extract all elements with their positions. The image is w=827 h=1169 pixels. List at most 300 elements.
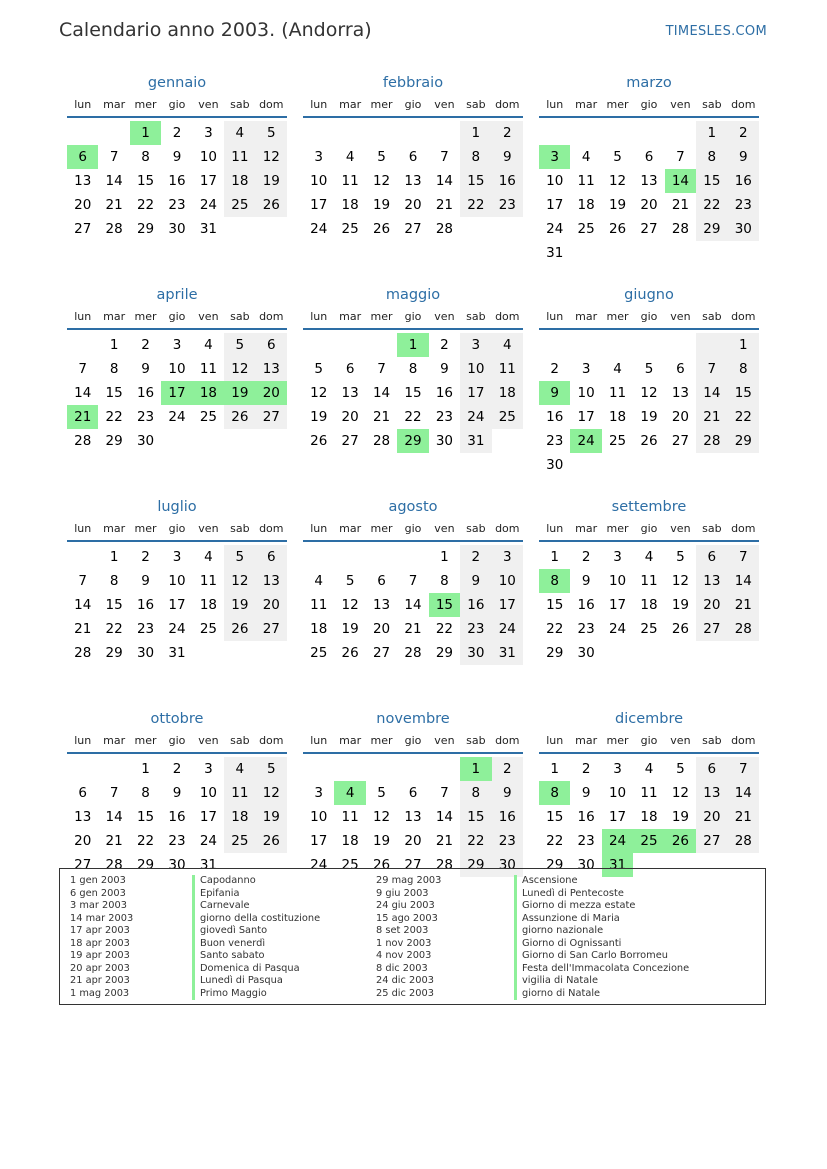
day-cell: 15: [546, 597, 564, 613]
day-cell: 11: [341, 173, 359, 189]
day-cell: 26: [372, 221, 391, 237]
legend-holiday-name: Giorno di Ognissanti: [514, 938, 689, 951]
day-cell: 9: [492, 781, 523, 805]
day-cell: 19: [224, 593, 255, 617]
day-cell: 17: [546, 197, 564, 213]
month-maggio: [303, 284, 523, 496]
day-cell: 15: [696, 169, 727, 193]
day-cell: 7: [728, 545, 759, 569]
empty-cell: [665, 121, 696, 145]
day-cell: 29: [435, 645, 454, 661]
day-cell: 28: [696, 429, 727, 453]
legend-date: 24 giu 2003: [376, 900, 435, 911]
day-cell: 6: [408, 149, 418, 165]
day-cell: 30: [168, 221, 186, 237]
day-cell: 2: [440, 337, 449, 353]
empty-cell: [397, 121, 428, 145]
day-cell: 16: [546, 409, 564, 425]
day-cell: 19: [256, 805, 287, 829]
day-cell: 25: [577, 221, 595, 237]
day-cell: 11: [577, 173, 595, 189]
holiday-day-cell: 24: [602, 829, 633, 853]
weekday-label: ven: [198, 310, 219, 323]
day-cell: 27: [256, 405, 287, 429]
legend-names-right: [514, 875, 689, 1000]
day-cell: 19: [372, 833, 391, 849]
day-cell: 24: [199, 833, 218, 849]
day-cell: 5: [256, 757, 287, 781]
weekday-label: lun: [74, 98, 92, 111]
day-cell: 9: [581, 573, 591, 589]
day-cell: 28: [728, 617, 759, 641]
day-cell: 5: [613, 149, 622, 165]
day-cell: 6: [696, 757, 727, 781]
month-name: dicembre: [614, 711, 684, 727]
day-cell: 12: [608, 173, 627, 189]
day-cell: 8: [728, 357, 759, 381]
month-name: gennaio: [147, 75, 207, 91]
day-cell: 2: [492, 757, 523, 781]
day-cell: 19: [372, 197, 391, 213]
header-rule: [539, 752, 759, 754]
weekday-header: [303, 518, 523, 540]
day-cell: 9: [581, 785, 591, 801]
day-cell: 25: [224, 193, 255, 217]
day-cell: 12: [224, 569, 255, 593]
day-cell: 8: [460, 145, 491, 169]
day-cell: 16: [460, 593, 491, 617]
legend-date: 21 apr 2003: [70, 975, 130, 986]
weekday-label: mar: [575, 310, 598, 323]
empty-cell: [397, 757, 428, 781]
holiday-day-cell: 15: [429, 593, 460, 617]
day-cell: 16: [492, 169, 523, 193]
holiday-day-cell: 25: [633, 829, 664, 853]
legend-date: 29 mag 2003: [376, 875, 442, 886]
day-cell: 5: [676, 549, 685, 565]
weekday-label: gio: [404, 310, 422, 323]
day-cell: 14: [435, 809, 454, 825]
day-cell: 1: [550, 761, 559, 777]
weekday-label: lun: [74, 734, 92, 747]
legend-holiday-name: Carnevale: [192, 900, 320, 913]
day-cell: 2: [141, 337, 150, 353]
weekday-label: mar: [339, 98, 362, 111]
day-cell: 7: [440, 149, 449, 165]
weekday-label: mer: [606, 310, 629, 323]
month-name: maggio: [385, 287, 441, 303]
day-cell: 15: [460, 169, 491, 193]
empty-cell: [67, 757, 98, 781]
legend-date: 3 mar 2003: [70, 900, 127, 911]
day-cell: 6: [78, 785, 87, 801]
holiday-day-cell: 17: [161, 381, 192, 405]
day-cell: 21: [728, 593, 759, 617]
day-cell: 14: [105, 173, 123, 189]
holiday-day-cell: 1: [130, 121, 161, 145]
header-rule: [539, 540, 759, 542]
day-cell: 22: [136, 833, 155, 849]
brand-link[interactable]: TIMESLES.COM: [665, 24, 767, 39]
legend-holiday-name: giovedì Santo: [192, 925, 320, 938]
weekday-label: sab: [230, 98, 250, 111]
day-cell: 17: [199, 173, 218, 189]
empty-cell: [334, 757, 365, 781]
day-cell: 27: [341, 433, 359, 449]
legend-holiday-name: Giorno di San Carlo Borromeu: [514, 950, 689, 963]
day-cell: 12: [671, 785, 690, 801]
day-cell: 2: [460, 545, 491, 569]
legend-holiday-name: Santo sabato: [192, 950, 320, 963]
empty-cell: [633, 121, 664, 145]
day-cell: 4: [644, 761, 654, 777]
empty-cell: [67, 333, 98, 357]
day-grid: [303, 757, 523, 877]
legend-date: 8 dic 2003: [376, 962, 428, 974]
day-cell: 9: [492, 145, 523, 169]
weekday-label: mar: [575, 522, 598, 535]
day-cell: 4: [224, 757, 255, 781]
day-cell: 30: [435, 433, 454, 449]
day-cell: 6: [256, 333, 287, 357]
weekday-label: mar: [103, 98, 126, 111]
legend-holiday-name: Festa dell'Immacolata Concezione: [514, 963, 689, 976]
day-cell: 3: [172, 337, 182, 353]
day-cell: 19: [310, 409, 328, 425]
day-cell: 16: [136, 597, 155, 613]
day-cell: 5: [377, 149, 386, 165]
day-cell: 23: [136, 621, 155, 637]
day-cell: 1: [109, 549, 119, 565]
day-cell: 14: [74, 385, 92, 401]
page-title: Calendario anno 2003. (Andorra): [59, 19, 372, 41]
weekday-label: lun: [74, 310, 92, 323]
day-cell: 11: [640, 785, 658, 801]
day-cell: 16: [577, 597, 595, 613]
header-rule: [303, 116, 523, 118]
day-cell: 19: [640, 409, 658, 425]
weekday-header: [539, 94, 759, 116]
day-cell: 10: [199, 149, 218, 165]
weekday-label: ven: [434, 734, 455, 747]
day-grid: [539, 121, 759, 265]
legend-date: 1 gen 2003: [70, 875, 126, 886]
day-cell: 26: [640, 433, 658, 449]
empty-cell: [633, 333, 664, 357]
day-cell: 25: [341, 857, 359, 873]
empty-cell: [665, 333, 696, 357]
weekday-label: ven: [434, 98, 455, 111]
weekday-label: mar: [575, 734, 598, 747]
weekday-label: mer: [134, 522, 157, 535]
month-name: agosto: [388, 499, 438, 515]
weekday-label: mer: [370, 734, 393, 747]
holiday-day-cell: 1: [460, 757, 491, 781]
day-cell: 17: [310, 197, 328, 213]
legend-holiday-name: Ascensione: [514, 875, 689, 888]
weekday-header: [67, 730, 287, 752]
weekday-header: [303, 306, 523, 328]
day-cell: 3: [314, 785, 323, 801]
day-cell: 19: [671, 809, 690, 825]
weekday-label: dom: [495, 522, 520, 535]
legend-names-left: [192, 875, 320, 1000]
day-cell: 4: [204, 549, 213, 565]
day-cell: 13: [696, 781, 727, 805]
day-cell: 7: [377, 361, 386, 377]
day-cell: 13: [341, 385, 359, 401]
weekday-label: mer: [370, 310, 393, 323]
weekday-label: dom: [259, 98, 284, 111]
day-cell: 30: [546, 457, 564, 473]
legend-holiday-name: Assunzione di Maria: [514, 913, 689, 926]
empty-cell: [303, 545, 334, 569]
day-cell: 21: [696, 405, 727, 429]
day-cell: 4: [581, 149, 591, 165]
day-cell: 10: [310, 809, 328, 825]
weekday-label: lun: [74, 522, 92, 535]
day-cell: 5: [676, 761, 685, 777]
weekday-label: mer: [370, 98, 393, 111]
weekday-label: dom: [495, 310, 520, 323]
day-cell: 24: [492, 617, 523, 641]
day-cell: 31: [199, 221, 218, 237]
weekday-label: ven: [670, 310, 691, 323]
day-cell: 2: [550, 361, 559, 377]
day-cell: 7: [78, 361, 87, 377]
month-name: giugno: [624, 287, 674, 303]
day-cell: 22: [546, 833, 564, 849]
day-cell: 2: [492, 121, 523, 145]
day-cell: 30: [168, 857, 186, 873]
weekday-label: mar: [339, 734, 362, 747]
day-cell: 11: [199, 573, 218, 589]
day-cell: 23: [728, 193, 759, 217]
day-cell: 14: [728, 781, 759, 805]
day-cell: 12: [341, 597, 359, 613]
day-cell: 7: [109, 785, 119, 801]
legend-date: 18 apr 2003: [70, 937, 130, 949]
day-cell: 18: [640, 809, 658, 825]
day-cell: 17: [460, 381, 491, 405]
day-cell: 5: [256, 121, 287, 145]
legend-date: 15 ago 2003: [376, 912, 438, 924]
day-cell: 5: [224, 545, 255, 569]
weekday-label: mar: [575, 98, 598, 111]
day-cell: 1: [728, 333, 759, 357]
day-cell: 11: [608, 385, 627, 401]
day-cell: 28: [372, 433, 391, 449]
day-cell: 29: [105, 433, 123, 449]
weekday-label: ven: [434, 310, 455, 323]
holiday-day-cell: 18: [193, 381, 224, 405]
day-cell: 21: [435, 197, 454, 213]
day-cell: 13: [696, 569, 727, 593]
legend-date: 25 dic 2003: [376, 987, 434, 999]
weekday-label: dom: [259, 734, 284, 747]
weekday-label: lun: [546, 522, 564, 535]
weekday-label: lun: [310, 98, 328, 111]
day-cell: 27: [256, 617, 287, 641]
empty-cell: [366, 757, 397, 781]
weekday-label: dom: [731, 98, 756, 111]
day-cell: 29: [546, 857, 564, 873]
day-cell: 20: [341, 409, 359, 425]
day-cell: 25: [199, 621, 218, 637]
day-cell: 20: [640, 197, 658, 213]
day-cell: 1: [141, 761, 150, 777]
weekday-label: mer: [134, 310, 157, 323]
day-cell: 16: [728, 169, 759, 193]
day-cell: 24: [608, 621, 627, 637]
day-cell: 15: [136, 173, 155, 189]
day-cell: 4: [314, 573, 323, 589]
day-cell: 14: [728, 569, 759, 593]
day-cell: 2: [172, 761, 182, 777]
day-cell: 9: [440, 361, 449, 377]
day-cell: 11: [199, 361, 218, 377]
day-cell: 22: [696, 193, 727, 217]
day-cell: 15: [105, 385, 123, 401]
weekday-label: sab: [702, 310, 722, 323]
day-cell: 30: [136, 433, 155, 449]
day-cell: 28: [105, 221, 123, 237]
day-cell: 3: [613, 761, 622, 777]
weekday-label: gio: [404, 522, 422, 535]
day-cell: 27: [74, 857, 92, 873]
weekday-label: ven: [198, 734, 219, 747]
day-grid: [67, 545, 287, 665]
legend-date: 24 dic 2003: [376, 975, 434, 986]
weekday-label: mar: [103, 310, 126, 323]
day-cell: 8: [408, 361, 418, 377]
day-cell: 25: [341, 221, 359, 237]
day-cell: 3: [613, 549, 622, 565]
day-cell: 17: [492, 593, 523, 617]
day-cell: 13: [74, 173, 92, 189]
weekday-label: ven: [198, 98, 219, 111]
month-marzo: [539, 72, 759, 284]
day-cell: 13: [256, 569, 287, 593]
legend-dates-right: [376, 875, 441, 1000]
weekday-label: dom: [495, 98, 520, 111]
day-cell: 12: [310, 385, 328, 401]
day-cell: 26: [341, 645, 359, 661]
day-cell: 12: [256, 781, 287, 805]
day-cell: 26: [608, 221, 627, 237]
day-cell: 28: [404, 645, 422, 661]
header-rule: [303, 328, 523, 330]
day-cell: 22: [105, 621, 123, 637]
weekday-label: gio: [640, 310, 658, 323]
day-cell: 2: [141, 549, 150, 565]
day-cell: 6: [644, 149, 654, 165]
day-cell: 24: [168, 621, 186, 637]
day-cell: 12: [372, 173, 391, 189]
day-grid: [539, 757, 759, 877]
day-cell: 4: [613, 361, 622, 377]
day-cell: 15: [460, 805, 491, 829]
day-cell: 14: [74, 597, 92, 613]
legend-date: 17 apr 2003: [70, 925, 130, 936]
day-cell: 26: [310, 433, 328, 449]
holiday-day-cell: 21: [67, 405, 98, 429]
day-cell: 6: [345, 361, 355, 377]
day-cell: 8: [141, 149, 150, 165]
day-cell: 29: [460, 853, 491, 877]
day-cell: 8: [460, 781, 491, 805]
weekday-header: [303, 94, 523, 116]
day-cell: 7: [728, 757, 759, 781]
empty-cell: [334, 121, 365, 145]
weekday-label: mer: [134, 98, 157, 111]
header-rule: [303, 752, 523, 754]
day-cell: 10: [199, 785, 218, 801]
legend-holiday-name: Lunedì di Pasqua: [192, 975, 320, 988]
legend-date: 20 apr 2003: [70, 962, 130, 974]
day-cell: 6: [696, 545, 727, 569]
day-cell: 14: [435, 173, 454, 189]
day-cell: 17: [608, 809, 627, 825]
legend-date: 6 gen 2003: [70, 887, 126, 899]
day-cell: 20: [404, 197, 422, 213]
legend-holiday-name: Buon venerdì: [192, 938, 320, 951]
month-name: novembre: [376, 711, 450, 727]
day-cell: 27: [372, 645, 391, 661]
day-cell: 10: [168, 573, 186, 589]
day-cell: 29: [136, 221, 155, 237]
day-cell: 15: [546, 809, 564, 825]
legend-date: 14 mar 2003: [70, 912, 134, 924]
holiday-day-cell: 29: [397, 429, 428, 453]
day-cell: 26: [256, 829, 287, 853]
day-cell: 29: [136, 857, 155, 873]
day-cell: 21: [435, 833, 454, 849]
day-cell: 14: [105, 809, 123, 825]
month-name: aprile: [156, 287, 198, 303]
day-cell: 23: [577, 621, 595, 637]
day-cell: 10: [310, 173, 328, 189]
day-cell: 4: [345, 149, 355, 165]
weekday-label: mer: [370, 522, 393, 535]
empty-cell: [429, 121, 460, 145]
day-cell: 9: [728, 145, 759, 169]
weekday-label: ven: [670, 98, 691, 111]
day-cell: 28: [435, 857, 454, 873]
empty-cell: [429, 757, 460, 781]
day-cell: 19: [256, 169, 287, 193]
header-rule: [67, 540, 287, 542]
day-cell: 18: [577, 197, 595, 213]
header-rule: [67, 116, 287, 118]
day-cell: 8: [109, 361, 119, 377]
month-name: ottobre: [150, 711, 204, 727]
day-cell: 5: [345, 573, 355, 589]
day-cell: 23: [460, 617, 491, 641]
empty-cell: [366, 545, 397, 569]
day-cell: 27: [404, 857, 422, 873]
day-cell: 18: [310, 621, 328, 637]
day-cell: 22: [728, 405, 759, 429]
empty-cell: [602, 333, 633, 357]
month-gennaio: [67, 72, 287, 284]
day-cell: 12: [640, 385, 658, 401]
weekday-label: gio: [640, 522, 658, 535]
day-cell: 17: [608, 597, 627, 613]
day-cell: 31: [199, 857, 218, 873]
day-cell: 24: [199, 197, 218, 213]
day-cell: 24: [310, 221, 328, 237]
